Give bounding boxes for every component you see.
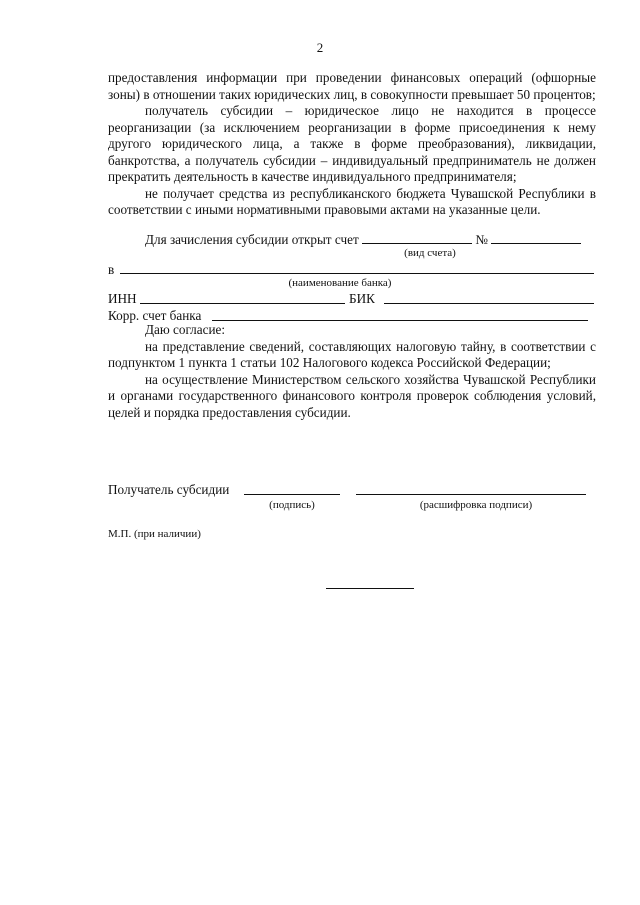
bank-prefix: в (108, 262, 115, 277)
consent-tax-secret: на представление сведений, составляющих налоговую тайну, в соответствии с подпунктом 1 пункта 1 статьи 102 Налогового кодекса Российской Федерации; (108, 338, 596, 370)
end-separator-line (326, 588, 414, 589)
bank-name-caption: (наименование банка) (288, 277, 392, 289)
bik-blank[interactable] (384, 303, 594, 304)
consent-inspections: на осуществление Министерством сельского хозяйства Чувашской Республики и органами государственного финансового контроля проверок соблюдения условий, целей и порядка предоставления субсидии. (108, 371, 596, 420)
seal-note: М.П. (при наличии) (108, 528, 201, 540)
bank-name-blank[interactable] (120, 273, 594, 274)
consent-heading: Даю согласие: (145, 322, 226, 337)
account-line (145, 231, 581, 248)
signature-caption: (подпись) (269, 499, 315, 511)
account-type-blank[interactable] (362, 231, 472, 244)
conditions-block (108, 70, 596, 219)
inn-blank[interactable] (140, 303, 345, 304)
page-number: 2 (316, 40, 324, 55)
signature-decoding-blank[interactable] (356, 494, 586, 495)
paragraph-budget-funds: не получает средства из республиканского бюджета Чувашской Республики в соответствии с иными нормативными правовыми актами на указанные цели. (108, 185, 596, 217)
corr-account-label: Корр. счет банка (108, 308, 202, 323)
signature-blank[interactable] (244, 494, 340, 495)
account-number-blank[interactable] (491, 231, 581, 244)
consent-block (108, 322, 596, 421)
bik-label: БИК (349, 291, 375, 306)
account-label: Для зачисления субсидии открыт счет (145, 232, 359, 247)
corr-account-blank[interactable] (212, 320, 588, 321)
paragraph-reorganization: получатель субсидии – юридическое лицо не находится в процессе реорганизации (за исключением реорганизации в форме присоединения к нему другого юридического лица, а также в форме преобразования), ликвидации, банкротства, а получатель субсидии – индивидуальный предприниматель не должен прекратить деятельность в качестве индивидуального предпринимателя; (108, 103, 596, 184)
paragraph-offshore: предоставления информации при проведении финансовых операций (офшорные зоны) в отношении таких юридических лиц, в совокупности превышает 50 процентов; (108, 70, 596, 102)
signature-decoding-caption: (расшифровка подписи) (419, 499, 533, 511)
account-type-caption: (вид счета) (404, 247, 456, 259)
signature-label: Получатель субсидии (108, 482, 230, 497)
inn-label: ИНН (108, 291, 137, 306)
number-sign: № (475, 232, 488, 247)
